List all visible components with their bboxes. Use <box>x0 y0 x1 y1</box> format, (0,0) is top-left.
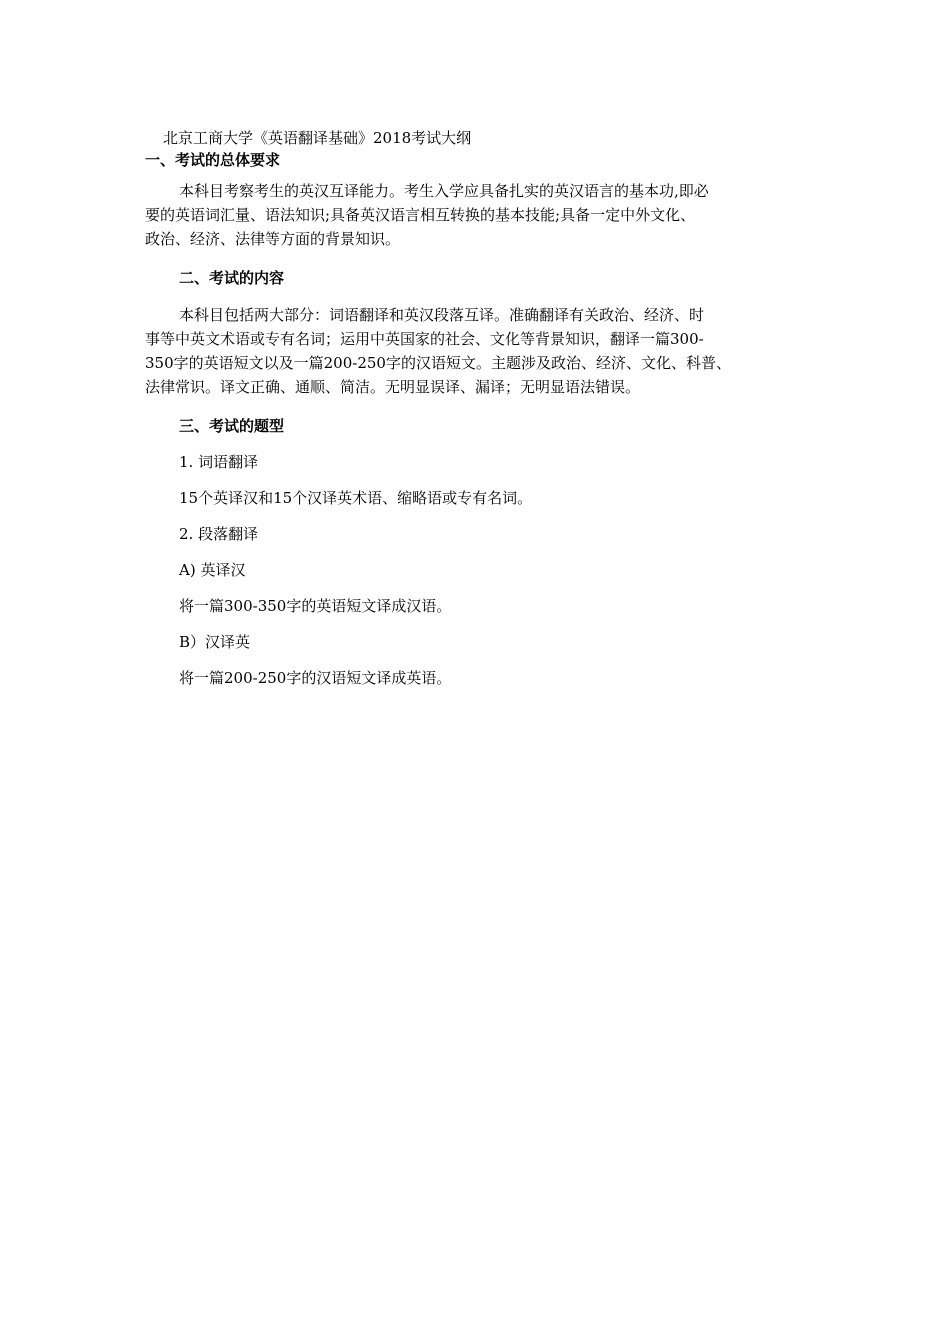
paragraph-line: 本科目包括两大部分：词语翻译和英汉段落互译。准确翻译有关政治、经济、时 <box>179 306 705 324</box>
document-body <box>145 127 815 689</box>
paragraph-line: 事等中英文术语或专有名词；运用中英国家的社会、文化等背景知识，翻译一篇300- <box>145 330 704 348</box>
list-item: 将一篇200-250字的汉语短文译成英语。 <box>179 669 452 687</box>
list-item: 1. 词语翻译 <box>179 453 259 471</box>
paragraph-line: 政治、经济、法律等方面的背景知识。 <box>145 230 401 248</box>
section-general-requirements-text <box>145 179 815 251</box>
paragraph-line: 本科目考察考生的英汉互译能力。考生入学应具备扎实的英汉语言的基本功,即必 <box>179 182 709 200</box>
document-title: 北京工商大学《英语翻译基础》2018考试大纲 <box>163 129 472 147</box>
section-exam-content-text <box>145 303 815 399</box>
list-item: 15个英译汉和15个汉译英术语、缩略语或专有名词。 <box>179 489 533 507</box>
paragraph-line: 要的英语词汇量、语法知识;具备英汉语言相互转换的基本技能;具备一定中外文化、 <box>145 206 696 224</box>
section-heading-exam-content: 二、考试的内容 <box>179 269 285 287</box>
section-heading-question-types: 三、考试的题型 <box>179 417 285 435</box>
paragraph-line: 法律常识。译文正确、通顺、简洁。无明显误译、漏译；无明显语法错误。 <box>145 378 641 396</box>
list-item: A) 英译汉 <box>179 561 246 579</box>
section-heading-general-requirements: 一、考试的总体要求 <box>145 151 281 169</box>
paragraph-line: 350字的英语短文以及一篇200-250字的汉语短文。主题涉及政治、经济、文化、科普、 <box>145 354 731 372</box>
list-item: 2. 段落翻译 <box>179 525 259 543</box>
list-item: B）汉译英 <box>179 633 251 651</box>
list-item: 将一篇300-350字的英语短文译成汉语。 <box>179 597 452 615</box>
